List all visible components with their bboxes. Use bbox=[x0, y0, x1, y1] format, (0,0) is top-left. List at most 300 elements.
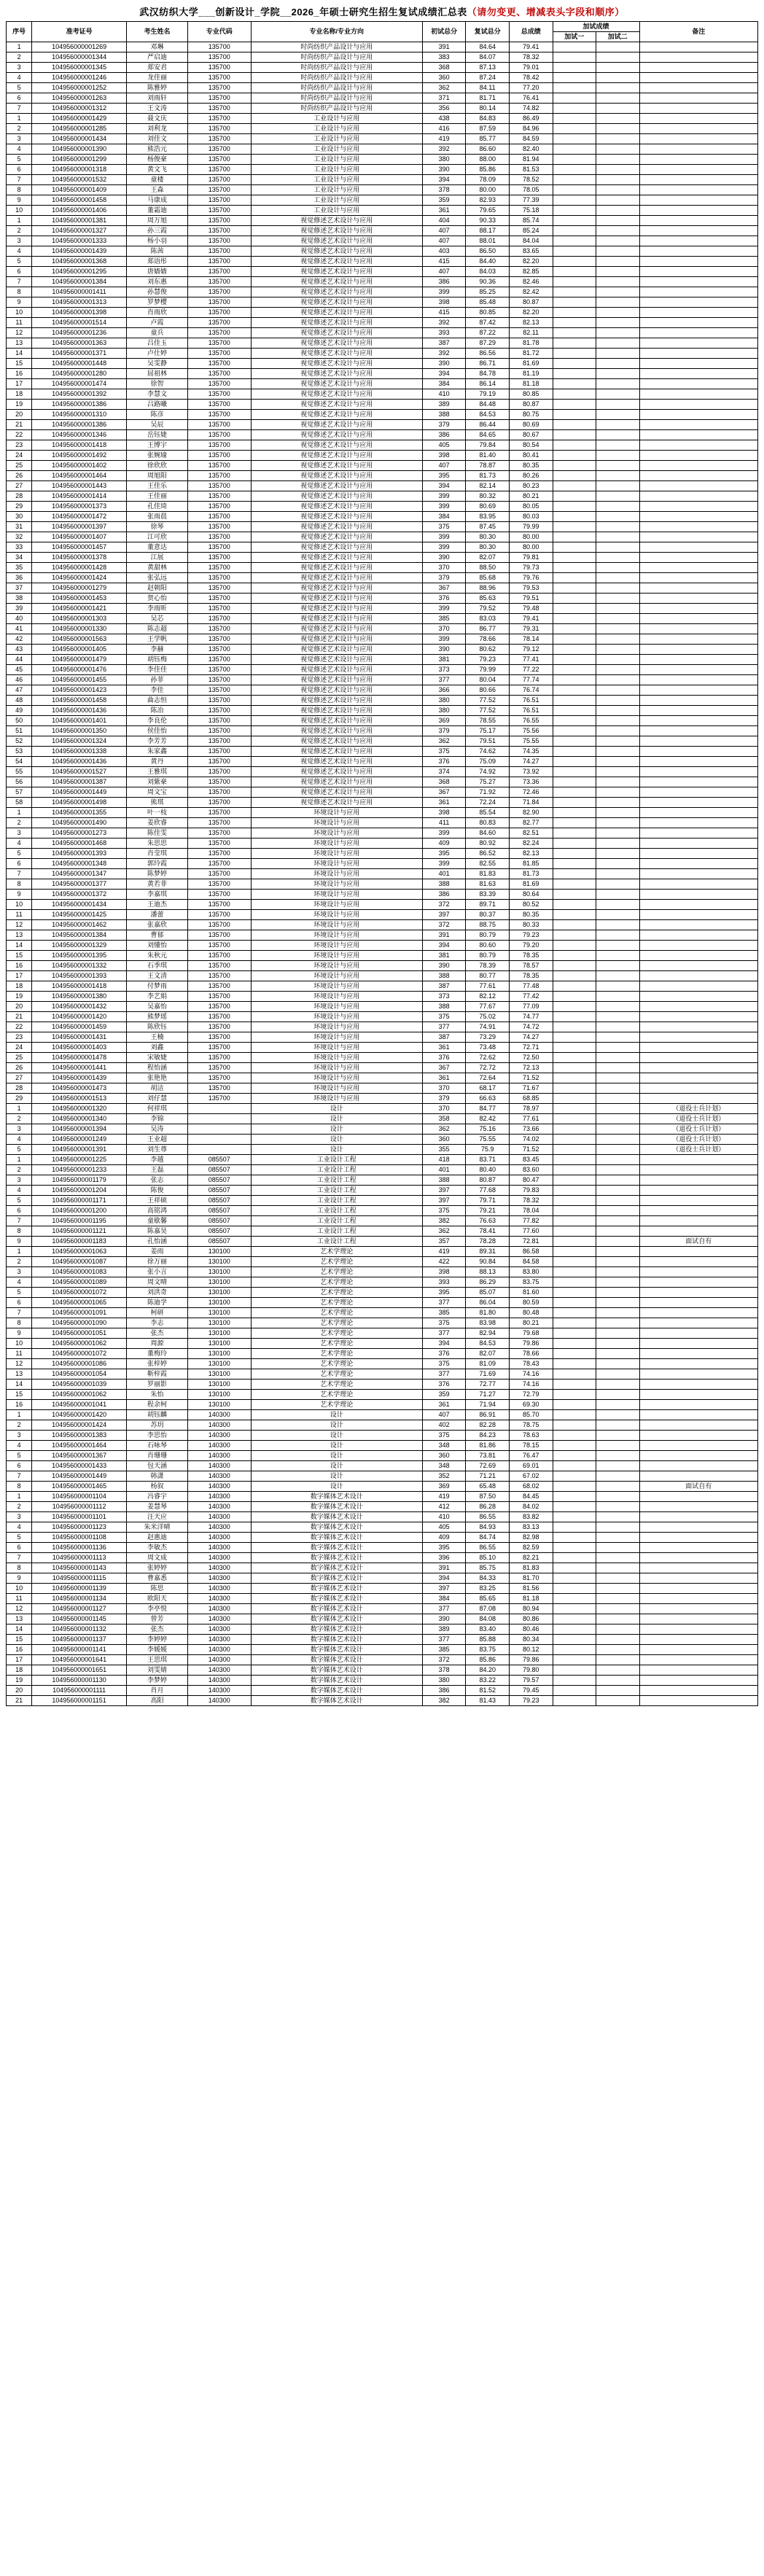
table-row bbox=[7, 481, 758, 491]
name-cell: 孙慧俊 bbox=[127, 287, 188, 297]
seq-cell: 3 bbox=[7, 1431, 32, 1441]
retest-score-cell: 90.33 bbox=[466, 216, 510, 226]
name-cell: 黄若菲 bbox=[127, 879, 188, 890]
remark-cell bbox=[639, 808, 757, 818]
major-code-cell: 140300 bbox=[187, 1604, 251, 1614]
extra-2-cell bbox=[596, 951, 640, 961]
initial-score-cell: 394 bbox=[422, 1339, 466, 1349]
exam-no-cell: 104956000001458 bbox=[32, 696, 127, 706]
remark-cell bbox=[639, 1492, 757, 1502]
major-code-cell: 140300 bbox=[187, 1502, 251, 1512]
extra-2-cell bbox=[596, 798, 640, 808]
name-cell: 李良伦 bbox=[127, 716, 188, 726]
table-row bbox=[7, 1032, 758, 1043]
initial-score-cell: 375 bbox=[422, 1359, 466, 1369]
major-name-cell: 艺术学理论 bbox=[251, 1328, 422, 1339]
seq-cell: 6 bbox=[7, 93, 32, 104]
initial-score-cell: 373 bbox=[422, 992, 466, 1002]
total-score-cell: 81.78 bbox=[509, 338, 553, 349]
total-score-cell: 83.82 bbox=[509, 1512, 553, 1522]
initial-score-cell: 385 bbox=[422, 1308, 466, 1318]
initial-score-cell: 409 bbox=[422, 838, 466, 849]
seq-cell: 4 bbox=[7, 1522, 32, 1533]
initial-score-cell: 409 bbox=[422, 1533, 466, 1543]
exam-no-cell: 104956000001246 bbox=[32, 73, 127, 83]
extra-1-cell bbox=[553, 1676, 596, 1686]
retest-score-cell: 77.52 bbox=[466, 696, 510, 706]
seq-cell: 1 bbox=[7, 1410, 32, 1420]
major-name-cell: 视觉修述艺术设计与应用 bbox=[251, 726, 422, 736]
total-score-cell: 86.49 bbox=[509, 114, 553, 124]
remark-cell bbox=[639, 767, 757, 777]
total-score-cell: 80.85 bbox=[509, 389, 553, 400]
retest-score-cell: 72.64 bbox=[466, 1073, 510, 1083]
extra-1-cell bbox=[553, 1298, 596, 1308]
total-score-cell: 81.85 bbox=[509, 859, 553, 869]
initial-score-cell: 370 bbox=[422, 624, 466, 634]
retest-score-cell: 84.20 bbox=[466, 1665, 510, 1676]
major-code-cell: 085507 bbox=[187, 1196, 251, 1206]
retest-score-cell: 81.63 bbox=[466, 879, 510, 890]
total-score-cell: 71.67 bbox=[509, 1083, 553, 1094]
extra-1-cell bbox=[553, 1512, 596, 1522]
initial-score-cell: 419 bbox=[422, 1492, 466, 1502]
major-code-cell: 135700 bbox=[187, 522, 251, 532]
initial-score-cell: 407 bbox=[422, 236, 466, 246]
major-code-cell: 140300 bbox=[187, 1512, 251, 1522]
extra-2-cell bbox=[596, 828, 640, 838]
extra-2-cell bbox=[596, 1145, 640, 1155]
seq-cell: 34 bbox=[7, 553, 32, 563]
extra-1-cell bbox=[553, 532, 596, 542]
table-row bbox=[7, 1094, 758, 1104]
name-cell: 王祥硕 bbox=[127, 1196, 188, 1206]
extra-2-cell bbox=[596, 42, 640, 52]
initial-score-cell: 395 bbox=[422, 849, 466, 859]
exam-no-cell: 104956000001479 bbox=[32, 655, 127, 665]
table-row bbox=[7, 1522, 758, 1533]
initial-score-cell: 410 bbox=[422, 389, 466, 400]
extra-1-cell bbox=[553, 604, 596, 614]
name-cell: 王磊 bbox=[127, 1165, 188, 1175]
extra-2-cell bbox=[596, 1624, 640, 1635]
remark-cell bbox=[639, 134, 757, 144]
major-code-cell: 135700 bbox=[187, 808, 251, 818]
remark-cell bbox=[639, 338, 757, 349]
total-score-cell: 77.48 bbox=[509, 981, 553, 992]
total-score-cell: 81.69 bbox=[509, 359, 553, 369]
retest-score-cell: 87.24 bbox=[466, 73, 510, 83]
total-score-cell: 79.31 bbox=[509, 624, 553, 634]
retest-score-cell: 87.59 bbox=[466, 124, 510, 134]
total-score-cell: 80.67 bbox=[509, 430, 553, 440]
major-name-cell: 设计 bbox=[251, 1145, 422, 1155]
extra-1-cell bbox=[553, 1441, 596, 1451]
major-code-cell: 135700 bbox=[187, 869, 251, 879]
header-major-code: 专业代码 bbox=[187, 22, 251, 42]
seq-cell: 11 bbox=[7, 910, 32, 920]
remark-cell bbox=[639, 1053, 757, 1063]
extra-2-cell bbox=[596, 604, 640, 614]
seq-cell: 54 bbox=[7, 757, 32, 767]
exam-no-cell: 104956000001492 bbox=[32, 451, 127, 461]
table-row bbox=[7, 1206, 758, 1216]
seq-cell: 42 bbox=[7, 634, 32, 645]
seq-cell: 57 bbox=[7, 787, 32, 798]
remark-cell bbox=[639, 869, 757, 879]
seq-cell: 6 bbox=[7, 1543, 32, 1553]
extra-2-cell bbox=[596, 1135, 640, 1145]
name-cell: 李思怡 bbox=[127, 1431, 188, 1441]
name-cell: 陈雅婷 bbox=[127, 83, 188, 93]
major-name-cell: 艺术学理论 bbox=[251, 1257, 422, 1267]
major-name-cell: 视觉修述艺术设计与应用 bbox=[251, 297, 422, 308]
name-cell: 吕路曦 bbox=[127, 400, 188, 410]
major-name-cell: 工业设计与应用 bbox=[251, 175, 422, 185]
major-name-cell: 环境设计与应用 bbox=[251, 900, 422, 910]
major-name-cell: 设计 bbox=[251, 1114, 422, 1124]
major-code-cell: 135700 bbox=[187, 63, 251, 73]
total-score-cell: 82.85 bbox=[509, 267, 553, 277]
table-row bbox=[7, 226, 758, 236]
table-row bbox=[7, 1298, 758, 1308]
total-score-cell: 76.74 bbox=[509, 685, 553, 696]
table-row bbox=[7, 930, 758, 941]
remark-cell bbox=[639, 318, 757, 328]
major-name-cell: 工业设计工程 bbox=[251, 1165, 422, 1175]
major-code-cell: 135700 bbox=[187, 573, 251, 583]
major-name-cell: 视觉修述艺术设计与应用 bbox=[251, 675, 422, 685]
name-cell: 唐嫱嫱 bbox=[127, 267, 188, 277]
initial-score-cell: 404 bbox=[422, 216, 466, 226]
exam-no-cell: 104956000001384 bbox=[32, 930, 127, 941]
extra-2-cell bbox=[596, 655, 640, 665]
exam-no-cell: 104956000001403 bbox=[32, 1043, 127, 1053]
extra-1-cell bbox=[553, 471, 596, 481]
name-cell: 周源 bbox=[127, 1339, 188, 1349]
name-cell: 徐万丽 bbox=[127, 1257, 188, 1267]
major-name-cell: 视觉修述艺术设计与应用 bbox=[251, 512, 422, 522]
extra-2-cell bbox=[596, 1349, 640, 1359]
remark-cell bbox=[639, 236, 757, 246]
header-total-score: 总成绩 bbox=[509, 22, 553, 42]
exam-no-cell: 104956000001468 bbox=[32, 838, 127, 849]
extra-2-cell bbox=[596, 736, 640, 747]
exam-no-cell: 104956000001405 bbox=[32, 645, 127, 655]
major-code-cell: 135700 bbox=[187, 134, 251, 144]
extra-1-cell bbox=[553, 349, 596, 359]
major-name-cell: 工业设计工程 bbox=[251, 1186, 422, 1196]
seq-cell: 1 bbox=[7, 42, 32, 52]
initial-score-cell: 358 bbox=[422, 1114, 466, 1124]
extra-1-cell bbox=[553, 1135, 596, 1145]
major-name-cell: 设计 bbox=[251, 1410, 422, 1420]
major-code-cell: 140300 bbox=[187, 1614, 251, 1624]
seq-cell: 2 bbox=[7, 1420, 32, 1431]
initial-score-cell: 393 bbox=[422, 1277, 466, 1288]
name-cell: 刘生尊 bbox=[127, 1145, 188, 1155]
major-code-cell: 135700 bbox=[187, 696, 251, 706]
table-row bbox=[7, 1451, 758, 1461]
initial-score-cell: 411 bbox=[422, 818, 466, 828]
name-cell: 陈冶 bbox=[127, 706, 188, 716]
seq-cell: 12 bbox=[7, 1604, 32, 1614]
major-name-cell: 设计 bbox=[251, 1124, 422, 1135]
seq-cell: 47 bbox=[7, 685, 32, 696]
extra-2-cell bbox=[596, 1594, 640, 1604]
major-code-cell: 135700 bbox=[187, 349, 251, 359]
seq-cell: 10 bbox=[7, 900, 32, 910]
seq-cell: 14 bbox=[7, 349, 32, 359]
remark-cell bbox=[639, 1155, 757, 1165]
table-row bbox=[7, 1145, 758, 1155]
seq-cell: 12 bbox=[7, 328, 32, 338]
initial-score-cell: 361 bbox=[422, 798, 466, 808]
seq-cell: 14 bbox=[7, 941, 32, 951]
major-code-cell: 135700 bbox=[187, 553, 251, 563]
total-score-cell: 80.47 bbox=[509, 1175, 553, 1186]
major-code-cell: 135700 bbox=[187, 1063, 251, 1073]
seq-cell: 52 bbox=[7, 736, 32, 747]
major-name-cell: 视觉修述艺术设计与应用 bbox=[251, 277, 422, 287]
remark-cell bbox=[639, 1175, 757, 1186]
initial-score-cell: 416 bbox=[422, 124, 466, 134]
major-code-cell: 135700 bbox=[187, 165, 251, 175]
table-row bbox=[7, 838, 758, 849]
major-code-cell: 135700 bbox=[187, 594, 251, 604]
extra-2-cell bbox=[596, 890, 640, 900]
seq-cell: 1 bbox=[7, 114, 32, 124]
extra-2-cell bbox=[596, 134, 640, 144]
retest-score-cell: 75.17 bbox=[466, 726, 510, 736]
name-cell: 吴芯 bbox=[127, 614, 188, 624]
initial-score-cell: 398 bbox=[422, 297, 466, 308]
retest-score-cell: 85.63 bbox=[466, 594, 510, 604]
table-row bbox=[7, 104, 758, 114]
extra-1-cell bbox=[553, 308, 596, 318]
initial-score-cell: 361 bbox=[422, 1400, 466, 1410]
seq-cell: 2 bbox=[7, 1502, 32, 1512]
table-row bbox=[7, 308, 758, 318]
extra-2-cell bbox=[596, 461, 640, 471]
table-row bbox=[7, 461, 758, 471]
initial-score-cell: 399 bbox=[422, 287, 466, 297]
extra-2-cell bbox=[596, 818, 640, 828]
name-cell: 叶一枝 bbox=[127, 808, 188, 818]
major-code-cell: 085507 bbox=[187, 1226, 251, 1237]
extra-2-cell bbox=[596, 726, 640, 736]
seq-cell: 8 bbox=[7, 1318, 32, 1328]
major-name-cell: 工业设计与应用 bbox=[251, 195, 422, 206]
extra-1-cell bbox=[553, 246, 596, 257]
table-row bbox=[7, 1400, 758, 1410]
retest-score-cell: 85.77 bbox=[466, 134, 510, 144]
initial-score-cell: 391 bbox=[422, 930, 466, 941]
extra-2-cell bbox=[596, 522, 640, 532]
major-code-cell: 135700 bbox=[187, 52, 251, 63]
name-cell: 何祥琪 bbox=[127, 1104, 188, 1114]
remark-cell bbox=[639, 614, 757, 624]
extra-2-cell bbox=[596, 583, 640, 594]
table-row bbox=[7, 1318, 758, 1328]
name-cell: 程怡涵 bbox=[127, 1063, 188, 1073]
seq-cell: 1 bbox=[7, 1155, 32, 1165]
major-code-cell: 140300 bbox=[187, 1696, 251, 1706]
retest-score-cell: 80.00 bbox=[466, 185, 510, 195]
remark-cell bbox=[639, 52, 757, 63]
major-code-cell: 135700 bbox=[187, 910, 251, 920]
major-name-cell: 工业设计工程 bbox=[251, 1216, 422, 1226]
exam-no-cell: 104956000001532 bbox=[32, 175, 127, 185]
extra-1-cell bbox=[553, 1165, 596, 1175]
name-cell: 陈思 bbox=[127, 1584, 188, 1594]
seq-cell: 4 bbox=[7, 838, 32, 849]
remark-cell bbox=[639, 491, 757, 502]
seq-cell: 35 bbox=[7, 563, 32, 573]
major-code-cell: 135700 bbox=[187, 328, 251, 338]
seq-cell: 7 bbox=[7, 1216, 32, 1226]
exam-no-cell: 104956000001139 bbox=[32, 1584, 127, 1594]
extra-1-cell bbox=[553, 461, 596, 471]
retest-score-cell: 86.77 bbox=[466, 624, 510, 634]
extra-2-cell bbox=[596, 1339, 640, 1349]
initial-score-cell: 407 bbox=[422, 267, 466, 277]
retest-score-cell: 84.60 bbox=[466, 828, 510, 838]
retest-score-cell: 79.71 bbox=[466, 1196, 510, 1206]
initial-score-cell: 388 bbox=[422, 971, 466, 981]
major-code-cell: 140300 bbox=[187, 1482, 251, 1492]
retest-score-cell: 84.74 bbox=[466, 1533, 510, 1543]
extra-2-cell bbox=[596, 410, 640, 420]
remark-cell: （退役士兵计划） bbox=[639, 1104, 757, 1114]
exam-no-cell: 104956000001459 bbox=[32, 1022, 127, 1032]
retest-score-cell: 71.69 bbox=[466, 1369, 510, 1380]
table-row bbox=[7, 614, 758, 624]
exam-no-cell: 104956000001436 bbox=[32, 757, 127, 767]
extra-1-cell bbox=[553, 971, 596, 981]
extra-1-cell bbox=[553, 83, 596, 93]
extra-2-cell bbox=[596, 532, 640, 542]
remark-cell bbox=[639, 634, 757, 645]
seq-cell: 2 bbox=[7, 818, 32, 828]
extra-2-cell bbox=[596, 1553, 640, 1563]
exam-no-cell: 104956000001434 bbox=[32, 134, 127, 144]
exam-no-cell: 104956000001089 bbox=[32, 1277, 127, 1288]
seq-cell: 6 bbox=[7, 267, 32, 277]
remark-cell bbox=[639, 1512, 757, 1522]
extra-2-cell bbox=[596, 838, 640, 849]
name-cell: 李越 bbox=[127, 1155, 188, 1165]
table-row bbox=[7, 246, 758, 257]
major-name-cell: 环境设计与应用 bbox=[251, 1053, 422, 1063]
retest-score-cell: 79.99 bbox=[466, 665, 510, 675]
extra-2-cell bbox=[596, 440, 640, 451]
table-row bbox=[7, 1369, 758, 1380]
remark-cell bbox=[639, 216, 757, 226]
retest-score-cell: 85.65 bbox=[466, 1594, 510, 1604]
exam-no-cell: 104956000001425 bbox=[32, 910, 127, 920]
remark-cell bbox=[639, 1420, 757, 1431]
retest-score-cell: 78.41 bbox=[466, 1226, 510, 1237]
remark-cell bbox=[639, 1083, 757, 1094]
major-name-cell: 工业设计工程 bbox=[251, 1196, 422, 1206]
initial-score-cell: 407 bbox=[422, 461, 466, 471]
name-cell: 李赫 bbox=[127, 645, 188, 655]
exam-no-cell: 104956000001372 bbox=[32, 890, 127, 900]
seq-cell: 18 bbox=[7, 1665, 32, 1676]
table-row bbox=[7, 1676, 758, 1686]
remark-cell bbox=[639, 1522, 757, 1533]
extra-1-cell bbox=[553, 430, 596, 440]
initial-score-cell: 412 bbox=[422, 1502, 466, 1512]
extra-1-cell bbox=[553, 1431, 596, 1441]
table-row bbox=[7, 1226, 758, 1237]
major-name-cell: 艺术学理论 bbox=[251, 1400, 422, 1410]
major-name-cell: 环境设计与应用 bbox=[251, 1012, 422, 1022]
total-score-cell: 79.01 bbox=[509, 63, 553, 73]
seq-cell: 16 bbox=[7, 369, 32, 379]
total-score-cell: 77.09 bbox=[509, 1002, 553, 1012]
name-cell: 王文涛 bbox=[127, 104, 188, 114]
remark-cell bbox=[639, 624, 757, 634]
major-code-cell: 135700 bbox=[187, 318, 251, 328]
extra-1-cell bbox=[553, 1196, 596, 1206]
major-name-cell: 艺术学理论 bbox=[251, 1277, 422, 1288]
major-name-cell: 时尚纺织产品设计与应用 bbox=[251, 52, 422, 63]
retest-score-cell: 82.07 bbox=[466, 1349, 510, 1359]
extra-1-cell bbox=[553, 236, 596, 246]
extra-2-cell bbox=[596, 328, 640, 338]
retest-score-cell: 81.80 bbox=[466, 1308, 510, 1318]
seq-cell: 3 bbox=[7, 1512, 32, 1522]
extra-1-cell bbox=[553, 1226, 596, 1237]
extra-1-cell bbox=[553, 52, 596, 63]
name-cell: 朱思思 bbox=[127, 838, 188, 849]
major-name-cell: 时尚纺织产品设计与应用 bbox=[251, 42, 422, 52]
remark-cell bbox=[639, 1094, 757, 1104]
major-code-cell: 140300 bbox=[187, 1420, 251, 1431]
initial-score-cell: 397 bbox=[422, 1196, 466, 1206]
remark-cell bbox=[639, 155, 757, 165]
exam-no-cell: 104956000001474 bbox=[32, 379, 127, 389]
initial-score-cell: 367 bbox=[422, 1063, 466, 1073]
extra-2-cell bbox=[596, 910, 640, 920]
initial-score-cell: 402 bbox=[422, 1420, 466, 1431]
major-name-cell: 设计 bbox=[251, 1135, 422, 1145]
retest-score-cell: 71.94 bbox=[466, 1400, 510, 1410]
retest-score-cell: 86.60 bbox=[466, 144, 510, 155]
seq-cell: 56 bbox=[7, 777, 32, 787]
extra-2-cell bbox=[596, 1604, 640, 1614]
total-score-cell: 74.77 bbox=[509, 1012, 553, 1022]
seq-cell: 9 bbox=[7, 1237, 32, 1247]
retest-score-cell: 86.14 bbox=[466, 379, 510, 389]
initial-score-cell: 380 bbox=[422, 706, 466, 716]
extra-1-cell bbox=[553, 1073, 596, 1083]
table-row bbox=[7, 114, 758, 124]
exam-no-cell: 104956000001295 bbox=[32, 267, 127, 277]
extra-2-cell bbox=[596, 614, 640, 624]
major-code-cell: 140300 bbox=[187, 1563, 251, 1573]
name-cell: 肖月 bbox=[127, 1686, 188, 1696]
major-code-cell: 135700 bbox=[187, 226, 251, 236]
seq-cell: 25 bbox=[7, 461, 32, 471]
remark-cell bbox=[639, 502, 757, 512]
table-row bbox=[7, 410, 758, 420]
table-row bbox=[7, 951, 758, 961]
exam-no-cell: 104956000001395 bbox=[32, 951, 127, 961]
major-name-cell: 视觉修述艺术设计与应用 bbox=[251, 757, 422, 767]
